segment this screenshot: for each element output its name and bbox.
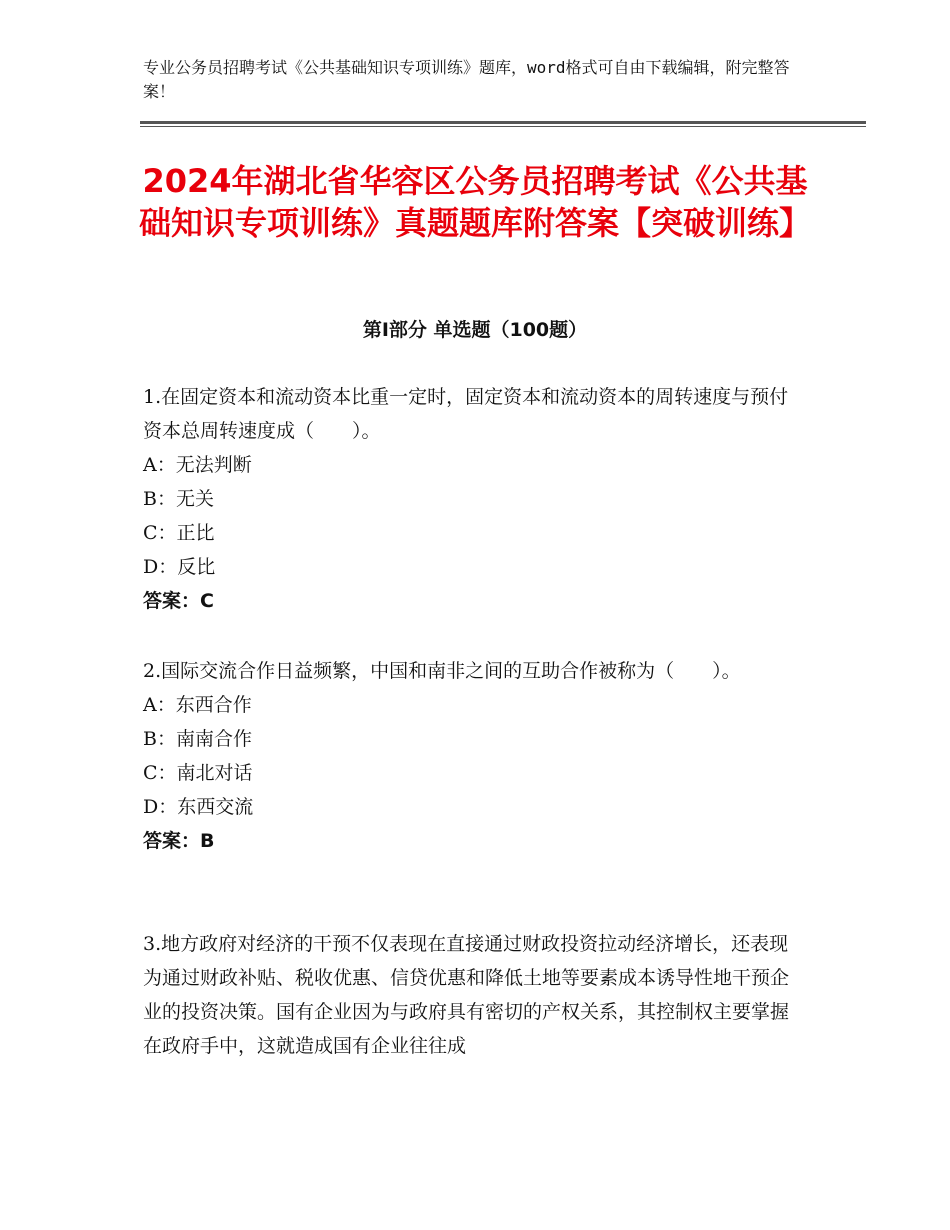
question-1	[143, 380, 803, 618]
option-b: B：无关	[143, 488, 214, 510]
question-stem: 1.在固定资本和流动资本比重一定时，固定资本和流动资本的周转速度与预付资本总周转速度成（ ）。	[143, 386, 789, 442]
header-divider	[140, 121, 866, 124]
option-d: D：东西交流	[143, 796, 254, 818]
answer: 答案：B	[143, 830, 215, 852]
option-a: A：无法判断	[143, 454, 252, 476]
section-heading: 第Ⅰ部分 单选题（100题）	[362, 319, 588, 341]
option-c: C：南北对话	[143, 762, 253, 784]
answer: 答案：C	[143, 590, 214, 612]
option-a: A：东西合作	[143, 694, 252, 716]
option-d: D：反比	[143, 556, 216, 578]
header-divider-thin	[140, 126, 866, 127]
question-stem: 2.国际交流合作日益频繁，中国和南非之间的互助合作被称为（ ）。	[143, 660, 741, 682]
document-title: 2024年湖北省华容区公务员招聘考试《公共基础知识专项训练》真题题库附答案【突破训练】	[138, 162, 811, 242]
option-c: C：正比	[143, 522, 215, 544]
question-stem: 3.地方政府对经济的干预不仅表现在直接通过财政投资拉动经济增长，还表现为通过财政补贴、税收优惠、信贷优惠和降低土地等要素成本诱导性地干预企业的投资决策。国有企业因为与政府具有密切的产权关系，其控制权主要掌握在政府手中，这就造成国有企业往往成	[143, 933, 790, 1057]
option-b: B：南南合作	[143, 728, 252, 750]
question-2	[143, 654, 803, 858]
question-3	[143, 927, 803, 1063]
header-note: 专业公务员招聘考试《公共基础知识专项训练》题库，word格式可自由下载编辑，附完整答案！	[143, 58, 790, 101]
